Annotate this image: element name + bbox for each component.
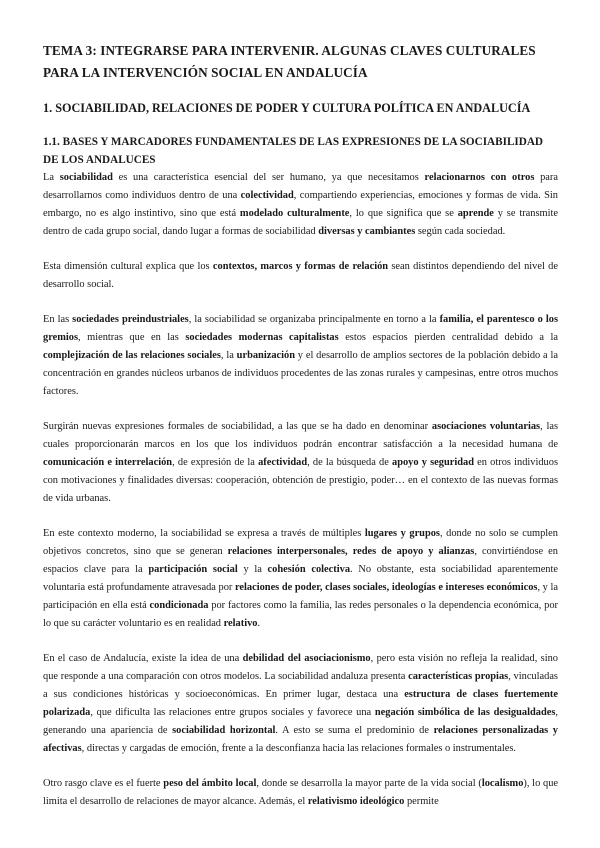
section-1-heading: 1. SOCIABILIDAD, RELACIONES DE PODER Y CULTURA POLÍTICA EN ANDALUCÍA [43,101,531,115]
bold-term: sociabilidad [59,172,113,183]
bold-term: participación social [148,564,238,575]
text-run: , la [220,350,237,361]
bold-term: estructura de clases fuertemente polarizada [43,689,558,718]
text-run: y se transmite dentro de cada grupo social, dando lugar a formas de sociabilidad [43,208,558,237]
text-run: , donde se desarrolla la mayor parte de la vida social ( [256,778,482,789]
bold-term: familia, el parentesco o los gremios [43,314,559,343]
text-run: , convirtiéndose en espacios clave para la [43,546,558,575]
bold-term: debilidad del asociacionismo [242,653,371,664]
body-paragraph [43,525,558,633]
text-run: según cada sociedad. [415,226,506,237]
bold-term: sociabilidad horizontal [172,725,276,736]
text-run: . [257,618,261,629]
bold-term: colectividad [240,190,294,201]
body-paragraph [43,169,558,241]
body-paragraph [43,650,558,758]
bold-term: lugares y grupos [364,528,440,539]
text-run: , que dificulta las relaciones entre grupos sociales y favorece una [90,707,375,718]
bold-term: complejización de las relaciones sociales [43,350,221,361]
document-title: TEMA 3: INTEGRARSE PARA INTERVENIR. ALGUNAS CLAVES CULTURALES PARA LA INTERVENCIÓN SOCIAL EN ANDALUCÍA [43,43,536,80]
text-run: En este contexto moderno, la sociabilidad se expresa a través de múltiples [43,528,365,539]
bold-term: comunicación e interrelación [43,457,173,468]
bold-term: relativismo ideológico [307,796,405,807]
bold-term: condicionada [149,600,209,611]
bold-term: apoyo y seguridad [392,457,474,468]
bold-term: relacionarnos con otros [424,172,535,183]
text-run: y la [237,564,268,575]
text-run: permite [404,796,439,807]
text-run: , la sociabilidad se organizaba principalmente en torno a la [188,314,440,325]
section-1-1-heading: 1.1. BASES Y MARCADORES FUNDAMENTALES DE LAS EXPRESIONES DE LA SOCIABILIDAD DE LOS ANDALUCES [43,136,544,166]
text-run: . No obstante, esta sociabilidad aparentemente voluntaria está profundamente atravesada por [43,564,558,593]
text-run: Esta dimensión cultural explica que los [43,261,213,272]
body-paragraph [43,311,558,401]
bold-term: relaciones de poder, clases sociales, ideologías e intereses económicos [234,582,538,593]
bold-term: negación simbólica de las desigualdades [374,707,556,718]
body-paragraph [43,775,558,811]
text-run: en otros individuos con motivaciones y finalidades diversas: cooperación, obtención de prestigio, poder… en el contexto de las nuevas formas de vida urbanas. [43,457,558,504]
body-text [43,169,558,811]
body-paragraph [43,258,558,294]
bold-term: urbanización [236,350,295,361]
bold-term: afectividad [258,457,308,468]
bold-term: cohesión colectiva [267,564,351,575]
text-run: , mientras que en las [78,332,186,343]
bold-term: sociedades preindustriales [72,314,189,325]
text-run: por factores como la familia, las redes personales o la dependencia económica, por lo que su carácter voluntario es en realidad [43,600,558,629]
text-run: estos espacios pierden centralidad debido a la [338,332,558,343]
text-run: sean distintos dependiendo del nivel de desarrollo social. [43,261,558,290]
bold-term: características propias [408,671,509,682]
text-run: , generando una apariencia de [43,707,558,736]
text-run: , donde no solo se cumplen objetivos concretos, sino que se generan [43,528,558,557]
bold-term: modelado culturalmente [239,208,350,219]
bold-term: contextos, marcos y formas de relación [212,261,389,272]
bold-term: diversas y cambiantes [318,226,416,237]
text-run: ), lo que limita el desarrollo de relaciones de mayor alcance. Además, el [43,778,559,807]
bold-term: peso del ámbito local [163,778,257,789]
text-run: , pero esta visión no refleja la realidad, sino que responde a una comparación con otros modelos. La sociabilidad andaluza presenta [43,653,558,682]
text-run: , lo que significa que se [349,208,458,219]
text-run: , y la participación en ella está [43,582,558,611]
text-run: , de la búsqueda de [307,457,392,468]
text-run: es una característica esencial del ser humano, ya que necesitamos [112,172,425,183]
text-run: , las cuales proporcionarán marcos en los que los individuos podrán encontrar satisfacción a la necesidad humana de [43,421,558,450]
text-run: , directas y cargadas de emoción, frente a la desconfianza hacia las relaciones formales o instrumentales. [81,743,516,754]
text-run: En el caso de Andalucía, existe la idea de una [43,653,243,664]
bold-term: relativo [223,618,258,629]
body-paragraph [43,418,558,508]
text-run: y el desarrollo de amplios sectores de la población debido a la concentración en grandes núcleos urbanos de individuos procedentes de las zonas rurales y campesinas, entre otros muchos factores. [43,350,558,397]
text-run: . A esto se suma el predominio de [275,725,434,736]
text-run: Surgirán nuevas expresiones formales de sociabilidad, a las que se ha dado en denominar [43,421,432,432]
text-run: , vinculadas a sus condiciones históricas y socioeconómicas. En primer lugar, destaca una [43,671,558,700]
bold-term: asociaciones voluntarias [431,421,541,432]
bold-term: aprende [457,208,494,219]
bold-term: relaciones interpersonales, redes de apoyo y alianzas [227,546,475,557]
bold-term: relaciones personalizadas y afectivas [43,725,558,754]
text-run: Otro rasgo clave es el fuerte [43,778,164,789]
text-run: , de expresión de la [172,457,259,468]
text-run: En las [43,314,73,325]
bold-term: sociedades modernas capitalistas [185,332,339,343]
text-run: para desarrollarnos como individuos dentro de una [43,172,558,201]
text-run: , compartiendo experiencias, emociones y formas de vida. Sin embargo, no es algo instintivo, sino que está [43,190,558,219]
bold-term: localismo [481,778,524,789]
text-run: La [43,172,60,183]
